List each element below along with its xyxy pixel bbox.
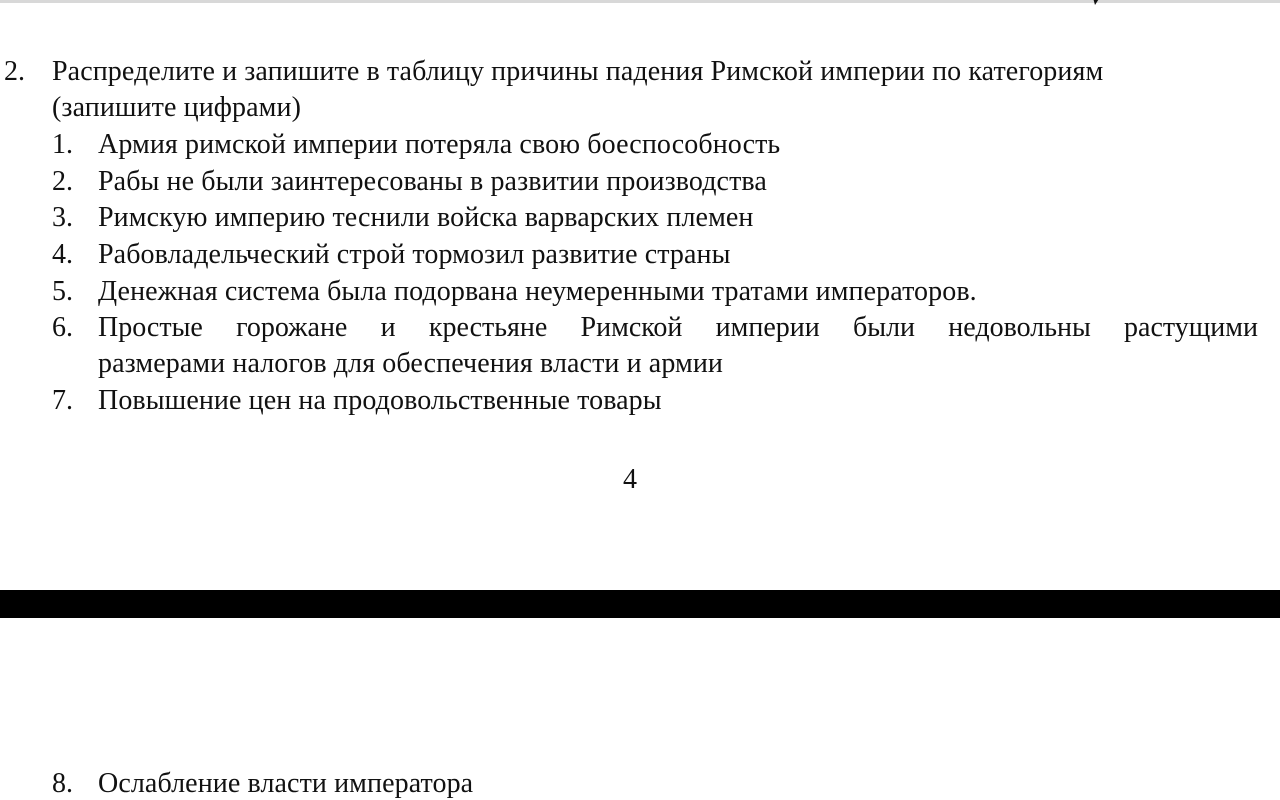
list-item-text-continuation: размерами налогов для обеспечения власти и армии xyxy=(98,348,723,379)
list-item-text: Римскую империю теснили войска варварских племен xyxy=(98,202,754,233)
document-page-5 xyxy=(0,618,1280,800)
page-separator xyxy=(0,590,1280,618)
page-top-edge xyxy=(0,0,1280,3)
task-instruction-line-2: (запишите цифрами) xyxy=(52,92,301,123)
list-item-number: 6. xyxy=(52,312,73,343)
list-item-number: 2. xyxy=(52,166,73,197)
list-item-text: Рабы не были заинтересованы в развитии производства xyxy=(98,166,767,197)
list-item-text: Рабовладельческий строй тормозил развитие страны xyxy=(98,239,731,270)
list-item-number: 4. xyxy=(52,239,73,270)
list-item-number: 7. xyxy=(52,385,73,416)
list-item-text: Простые горожане и крестьяне Римской империи были недовольны растущими xyxy=(98,312,1258,343)
list-item-number: 5. xyxy=(52,276,73,307)
scroll-marker-icon xyxy=(1090,0,1104,6)
list-item-number: 8. xyxy=(52,768,73,799)
list-item-number: 1. xyxy=(52,129,73,160)
task-instruction-line-1: Распределите и запишите в таблицу причины падения Римской империи по категориям xyxy=(52,56,1104,87)
list-item-number: 3. xyxy=(52,202,73,233)
list-item-text: Денежная система была подорвана неумеренными тратами императоров. xyxy=(98,276,977,307)
task-number: 2. xyxy=(4,56,25,87)
list-item-text: Повышение цен на продовольственные товары xyxy=(98,385,662,416)
list-item-text: Армия римской империи потеряла свою боеспособность xyxy=(98,129,781,160)
list-item-text: Ослабление власти императора xyxy=(98,768,474,799)
page-number: 4 xyxy=(623,464,637,495)
